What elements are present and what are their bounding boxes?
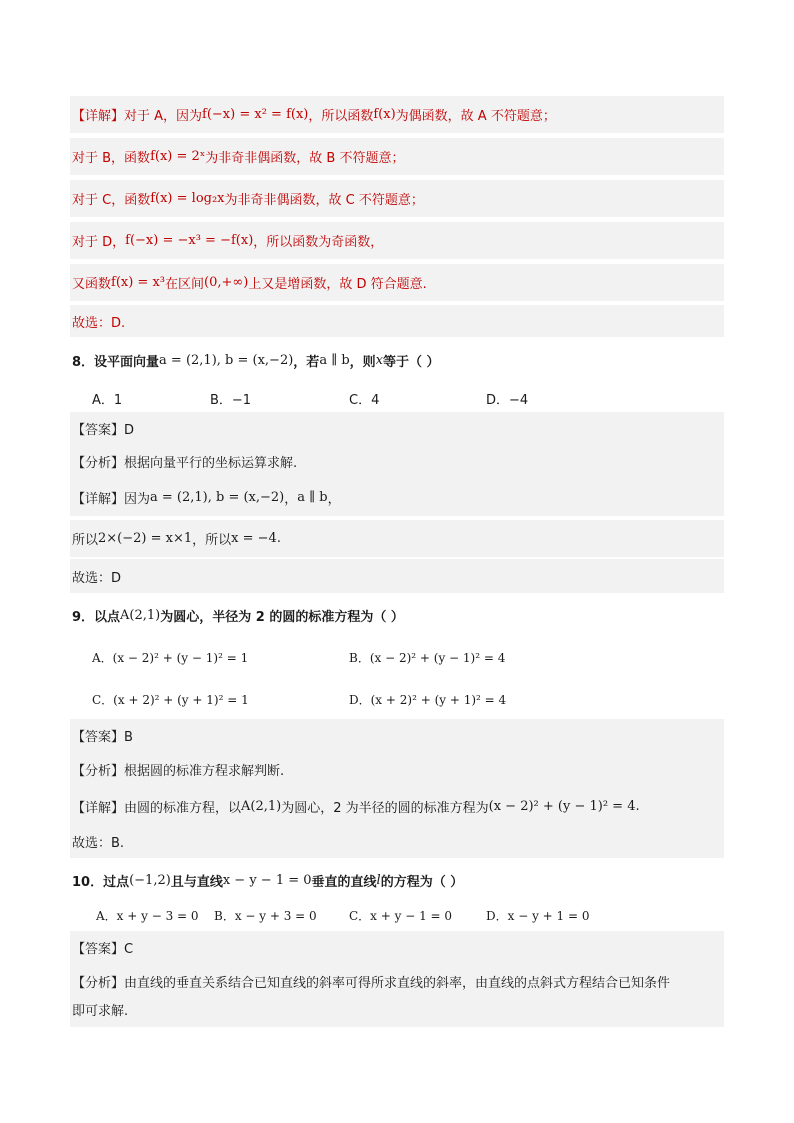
q8-choice: 故选：D	[70, 559, 724, 593]
math-expression: a = (2,1), b = (x,−2)	[150, 490, 285, 505]
q9-choice: 故选：B.	[70, 824, 724, 858]
math-expression: a = (2,1), b = (x,−2)	[159, 352, 294, 368]
q7-choice: 故选：D.	[70, 305, 724, 337]
q8-option-d: D．−4	[486, 393, 529, 408]
q10-option-d: D．x − y + 1 = 0	[486, 909, 590, 923]
q9-option-b: B．(x − 2)² + (y − 1)² = 4	[349, 651, 506, 665]
math-expression: f(x) = log₂x	[150, 191, 225, 206]
math-expression: a ∥ b	[297, 490, 328, 505]
math-expression: x = −4	[231, 531, 277, 546]
q7-detail-line2: 对于 B，函数 f(x) = 2ˣ 为非奇非偶函数，故 B 不符题意；	[70, 138, 724, 176]
math-expression: (x − 2)² + (y − 1)² = 4	[488, 799, 636, 814]
q10-option-a: A．x + y − 3 = 0	[96, 909, 199, 923]
math-expression: f(x) = x³	[111, 275, 166, 290]
math-variable: l	[376, 872, 381, 888]
q8-stem: 8．设平面向量 a = (2,1), b = (x,−2) ，若 a ∥ b ，则 x 等于（ ）	[72, 352, 440, 370]
q9-option-d: D．(x + 2)² + (y + 1)² = 4	[349, 693, 507, 707]
math-expression: (−1,2)	[129, 872, 171, 888]
q10-stem: 10．过点 (−1,2) 且与直线 x − y − 1 = 0 垂直的直线 l 的方程为（ ）	[72, 872, 464, 890]
math-expression: f(−x) = x² = f(x)	[202, 107, 309, 122]
q9-option-a: A．(x − 2)² + (y − 1)² = 1	[92, 651, 249, 665]
q10-option-b: B．x − y + 3 = 0	[214, 909, 317, 923]
math-expression: 2×(−2) = x×1	[98, 531, 193, 546]
q8-analysis: 【分析】根据向量平行的坐标运算求解.	[70, 443, 724, 481]
q7-detail-line3: 对于 C，函数 f(x) = log₂x 为非奇非偶函数，故 C 不符题意；	[70, 180, 724, 218]
q8-detail-so: 所以 2×(−2) = x×1 ，所以 x = −4 .	[70, 520, 724, 558]
q8-answer: 【答案】D	[70, 412, 724, 446]
q9-option-c: C．(x + 2)² + (y + 1)² = 1	[92, 693, 249, 707]
q7-detail-line4: 对于 D， f(−x) = −x³ = −f(x) ，所以函数为奇函数，	[70, 222, 724, 260]
math-expression: f(x) = 2ˣ	[150, 149, 206, 164]
q9-answer: 【答案】B	[70, 719, 724, 753]
q7-detail-line1: 【详解】对于 A，因为 f(−x) = x² = f(x) ，所以函数 f(x) 为偶函数，故 A 不符题意；	[70, 96, 724, 134]
q10-analysis: 【分析】由直线的垂直关系结合已知直线的斜率可得所求直线的斜率，由直线的点斜式方程结合已知条件 即可求解.	[70, 963, 724, 1027]
q8-option-c: C．4	[349, 393, 380, 408]
math-expression: x − y − 1 = 0	[222, 872, 312, 888]
q9-analysis: 【分析】根据圆的标准方程求解判断.	[70, 751, 724, 789]
q8-option-b: B．−1	[210, 393, 252, 408]
q7-detail-line5: 又函数 f(x) = x³ 在区间 (0,+∞) 上又是增函数，故 D 符合题意.	[70, 264, 724, 302]
math-expression: A(2,1)	[241, 799, 282, 814]
q8-option-a: A．1	[92, 393, 123, 408]
q10-option-c: C．x + y − 1 = 0	[349, 909, 453, 923]
math-variable: x	[375, 352, 384, 368]
math-expression: f(x)	[373, 107, 396, 122]
q9-stem: 9．以点 A(2,1) 为圆心，半径为 2 的圆的标准方程为（ ）	[72, 607, 404, 625]
math-expression: f(−x) = −x³ = −f(x)	[125, 233, 254, 248]
math-expression: (0,+∞)	[204, 275, 249, 290]
math-expression: A(2,1)	[120, 607, 161, 623]
q8-detail: 【详解】因为 a = (2,1), b = (x,−2) ， a ∥ b ，	[70, 479, 724, 517]
math-expression: a ∥ b	[319, 352, 350, 368]
q10-answer: 【答案】C	[70, 931, 724, 965]
q9-detail: 【详解】由圆的标准方程，以 A(2,1) 为圆心，2 为半径的圆的标准方程为 (x − 2)² + (y − 1)² = 4 .	[70, 788, 724, 826]
